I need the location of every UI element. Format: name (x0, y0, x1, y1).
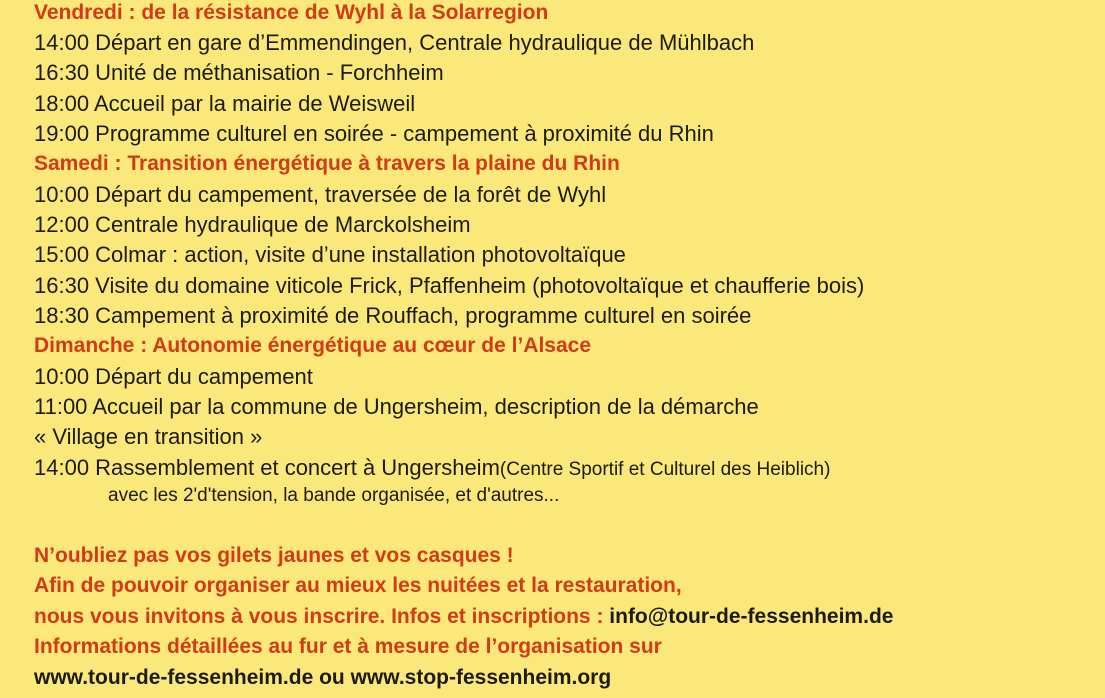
sunday-item: 11:00 Accueil par la commune de Ungersheim, description de la démarche (34, 394, 759, 419)
sunday-item-continuation: « Village en transition » (34, 424, 263, 449)
saturday-item: 15:00 Colmar : action, visite d’une installation photovoltaïque (34, 242, 626, 267)
sunday-item-continuation: avec les 2'd'tension, la bande organisée, et d'autres... (108, 485, 560, 506)
saturday-item: 10:00 Départ du campement, traversée de la forêt de Wyhl (34, 182, 607, 207)
friday-item: 16:30 Unité de méthanisation - Forchheim (34, 60, 444, 85)
website-links[interactable]: www.tour-de-fessenheim.de ou www.stop-fessenheim.org (34, 666, 612, 689)
saturday-item: 18:30 Campement à proximité de Rouffach, programme culturel en soirée (34, 303, 752, 328)
sunday-item-venue: (Centre Sportif et Culturel des Heiblich) (499, 459, 831, 480)
reminder-note: N’oubliez pas vos gilets jaunes et vos casques ! (34, 544, 514, 567)
saturday-item: 12:00 Centrale hydraulique de Marckolsheim (34, 212, 471, 237)
contact-email[interactable]: info@tour-de-fessenheim.de (609, 605, 894, 628)
sunday-item: 10:00 Départ du campement (34, 364, 313, 389)
info-note: Informations détaillées au fur et à mesure de l’organisation sur (34, 635, 662, 658)
registration-note: Afin de pouvoir organiser au mieux les nuitées et la restauration, (34, 574, 682, 597)
sunday-item-main: 14:00 Rassemblement et concert à Ungersheim (34, 455, 500, 480)
friday-item: 18:00 Accueil par la mairie de Weisweil (34, 91, 416, 116)
registration-text: nous vous invitons à vous inscrire. Infos et inscriptions : (34, 605, 610, 628)
registration-note (34, 602, 893, 632)
friday-item: 19:00 Programme culturel en soirée - campement à proximité du Rhin (34, 121, 714, 146)
saturday-item: 16:30 Visite du domaine viticole Frick, Pfaffenheim (photovoltaïque et chaufferie bois) (34, 273, 865, 298)
friday-item: 14:00 Départ en gare d’Emmendingen, Centrale hydraulique de Mühlbach (34, 30, 755, 55)
saturday-heading: Samedi : Transition énergétique à travers la plaine du Rhin (34, 152, 620, 175)
friday-heading: Vendredi : de la résistance de Wyhl à la Solarregion (34, 1, 549, 24)
sunday-item (34, 453, 830, 483)
sunday-heading: Dimanche : Autonomie énergétique au cœur de l’Alsace (34, 334, 592, 357)
